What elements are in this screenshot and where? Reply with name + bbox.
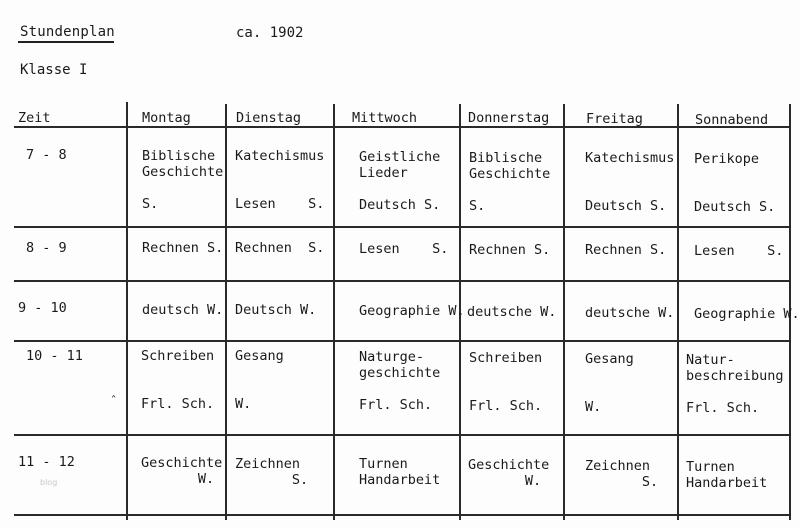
lesson-cell: Rechnen S. — [585, 242, 667, 258]
row-divider — [14, 280, 790, 282]
time-cell: 9 - 10 — [18, 300, 67, 316]
column-header-montag: Montag — [142, 110, 191, 126]
bottom-rule — [14, 514, 790, 516]
lesson-cell: Lesen S. — [694, 243, 784, 259]
lesson-cell: Geographie W. — [694, 306, 800, 322]
lesson-cell: Katechismus Lesen S. — [235, 148, 325, 212]
lesson-cell: Gesang W. — [235, 348, 284, 412]
lesson-cell: Zeichnen S. — [235, 456, 309, 488]
lesson-cell: Geschichte W. — [141, 455, 223, 487]
lesson-cell: Geistliche Lieder Deutsch S. — [359, 149, 441, 213]
lesson-cell: Geographie W. — [359, 303, 465, 319]
column-header-donnerstag: Donnerstag — [468, 110, 550, 126]
lesson-cell: Perikope Deutsch S. — [694, 151, 776, 215]
lesson-cell: Turnen Handarbeit — [359, 456, 441, 488]
lesson-cell: Biblische Geschichte S. — [142, 148, 224, 212]
lesson-cell: Katechismus Deutsch S. — [585, 150, 675, 214]
title-underline — [18, 41, 114, 43]
lesson-cell: Zeichnen S. — [585, 458, 659, 490]
lesson-cell: deutsch W. — [142, 302, 224, 318]
column-divider — [563, 104, 565, 520]
column-divider — [126, 102, 128, 520]
lesson-cell: Rechnen S. — [235, 240, 325, 256]
column-divider — [333, 104, 335, 520]
lesson-cell: Turnen Handarbeit — [686, 459, 768, 491]
lesson-cell: Natur- beschreibung Frl. Sch. — [686, 352, 784, 416]
row-divider — [14, 434, 790, 436]
lesson-cell: Gesang W. — [585, 351, 634, 415]
watermark-text: blog — [40, 478, 58, 487]
header-rule — [14, 126, 790, 128]
lesson-cell: deutsche W. — [467, 304, 557, 320]
column-divider — [225, 104, 227, 520]
time-cell: 8 - 9 — [26, 240, 67, 256]
column-header-zeit: Zeit — [18, 110, 51, 126]
lesson-cell: Biblische Geschichte S. — [469, 150, 551, 214]
row-divider — [14, 226, 790, 228]
column-header-sonnabend: Sonnabend — [695, 112, 769, 128]
lesson-cell: Lesen S. — [359, 241, 449, 257]
lesson-cell: Rechnen S. — [142, 240, 224, 256]
class-label: Klasse I — [20, 62, 88, 78]
lesson-cell: Naturge- geschichte Frl. Sch. — [359, 349, 441, 413]
row-divider — [14, 340, 790, 342]
lesson-cell: Rechnen S. — [469, 242, 551, 258]
column-divider — [677, 104, 679, 520]
column-header-mittwoch: Mittwoch — [352, 110, 418, 126]
time-cell: 7 - 8 — [26, 147, 67, 163]
lesson-cell: Schreiben Frl. Sch. — [141, 348, 215, 412]
page-title: Stundenplan — [20, 24, 115, 40]
time-cell: 11 - 12 — [18, 454, 75, 470]
lesson-cell: deutsche W. — [585, 305, 675, 321]
lesson-cell: Deutsch W. — [235, 302, 317, 318]
column-header-freitag: Freitag — [586, 111, 643, 127]
lesson-cell: Schreiben Frl. Sch. — [469, 350, 543, 414]
caret-mark: ˆ — [110, 394, 118, 408]
date-label: ca. 1902 — [236, 25, 304, 41]
lesson-cell: Geschichte W. — [468, 457, 550, 489]
time-cell: 10 - 11 — [26, 348, 83, 364]
column-header-dienstag: Dienstag — [236, 110, 302, 126]
